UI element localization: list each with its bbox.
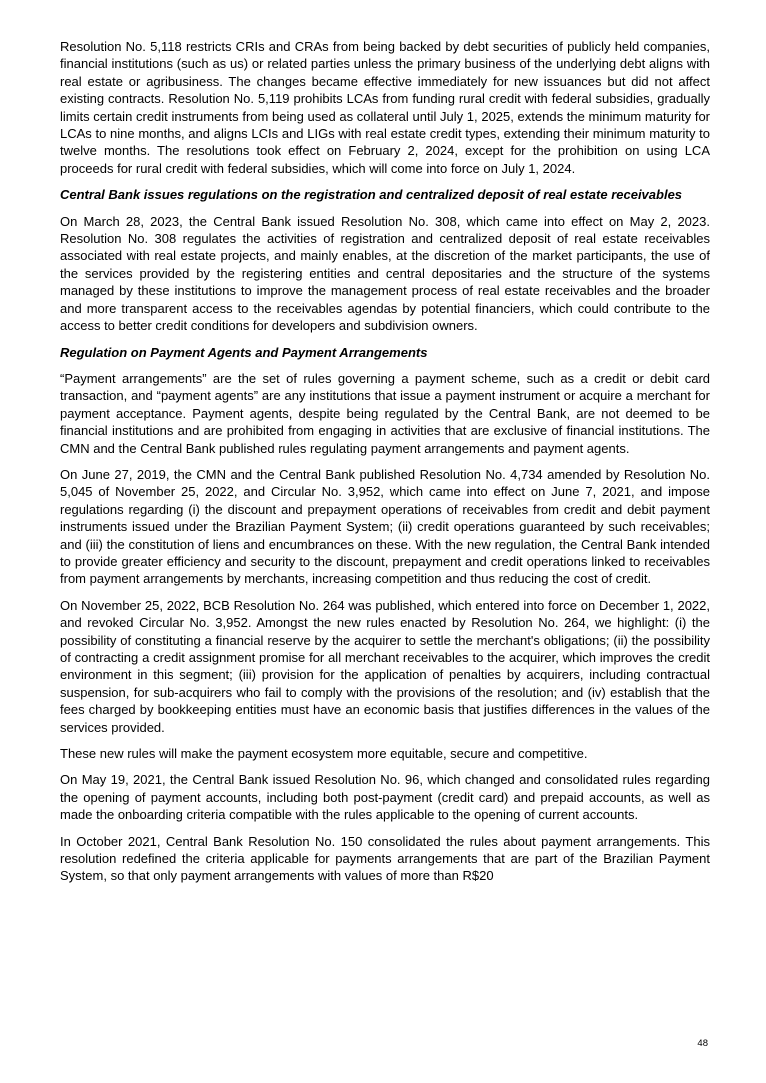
- paragraph-resolution-5118: Resolution No. 5,118 restricts CRIs and CRAs from being backed by debt securities of publicly held companies, financial institutions (such as us) or related parties unless the primary business of the underlying debt aligns with real estate or agribusiness. The changes became effective immediately for new issuances but did not affect existing contracts. Resolution No. 5,119 prohibits LCAs from funding rural credit with federal subsidies, gradually limits certain credit instruments from being used as collateral until July 1, 2025, extends the minimum maturity for LCAs to nine months, and aligns LCIs and LIGs with real estate credit types, extending their minimum maturity to twelve months. The resolutions took effect on February 2, 2024, except for the prohibition on using LCA proceeds for rural credit with federal subsidies, which will come into force on July 1, 2024.: [60, 39, 710, 176]
- page-number: 48: [697, 1038, 708, 1049]
- paragraph-resolution-96: On May 19, 2021, the Central Bank issued Resolution No. 96, which changed and consolidated rules regarding the opening of payment accounts, including both post-payment (credit card) and prepaid accounts, as well as made the onboarding criteria compatible with the rules applicable to the opening of current accounts.: [60, 772, 710, 823]
- paragraph-resolution-4734: On June 27, 2019, the CMN and the Central Bank published Resolution No. 4,734 amended by Resolution No. 5,045 of November 25, 2022, and Circular No. 3,952, which came into effect on June 7, 2021, and impose regulations regarding (i) the discount and prepayment operations of receivables from credit and debit payment instruments issued under the Brazilian Payment System; (ii) credit operations guaranteed by such receivables; and (iii) the constitution of liens and encumbrances on these. With the new regulation, the Central Bank intended to provide greater efficiency and security to the discount, prepayment and credit operations linked to receivables from payment arrangements by merchants, increasing competition and thus reducing the cost of credit.: [60, 466, 710, 587]
- paragraph-payment-ecosystem: These new rules will make the payment ecosystem more equitable, secure and competitive.: [60, 746, 588, 762]
- document-page: [60, 38, 710, 894]
- paragraph-bcb-resolution-264: On November 25, 2022, BCB Resolution No. 264 was published, which entered into force on December 1, 2022, and revoked Circular No. 3,952. Amongst the new rules enacted by Resolution No. 264, we highlight: (i) the possibility of constituting a financial reserve by the acquirer to settle the merchant's obligations; (ii) the possibility of contracting a credit assignment promise for all merchant receivables to the acquirer, which improves the credit environment in this segment; (iii) provision for the application of penalties by acquirers, including contractual suspension, for sub-acquirers who fail to comply with the provisions of the resolution; and (iv) establish that the fees charged by bookkeeping entities must have an economic basis that justifies differences in the values of the services provided.: [60, 597, 710, 735]
- section-heading-real-estate-receivables: Central Bank issues regulations on the registration and centralized deposit of real estate receivables: [60, 187, 683, 203]
- section-heading-payment-agents: Regulation on Payment Agents and Payment Arrangements: [60, 344, 428, 360]
- paragraph-resolution-150: In October 2021, Central Bank Resolution No. 150 consolidated the rules about payment arrangements. This resolution redefined the criteria applicable for payments arrangements that are part of the Brazilian Payment System, so that only payment arrangements with values of more than R$20: [60, 833, 710, 884]
- paragraph-payment-arrangements-definition: “Payment arrangements” are the set of rules governing a payment scheme, such as a credit or debit card transaction, and “payment agents” are any institutions that issue a payment instrument or acquire a merchant for payment acceptance. Payment agents, despite being regulated by the Central Bank, are not deemed to be financial institutions and are prohibited from engaging in activities that are exclusive of financial institutions. The CMN and the Central Bank published rules regulating payment arrangements and payment agents.: [60, 370, 710, 456]
- paragraph-resolution-308: On March 28, 2023, the Central Bank issued Resolution No. 308, which came into effect on May 2, 2023. Resolution No. 308 regulates the activities of registration and centralized deposit of real estate receivables associated with real estate projects, and mainly enables, at the discretion of the market participants, the use of the services provided by the registering entities and central depositaries and the structure of the systems managed by these institutions to improve the management process of real estate receivables and the broader and more transparent access to the receivables agendas by potential financiers, which could contribute to the access to better credit conditions for developers and subdivision owners.: [60, 213, 710, 334]
